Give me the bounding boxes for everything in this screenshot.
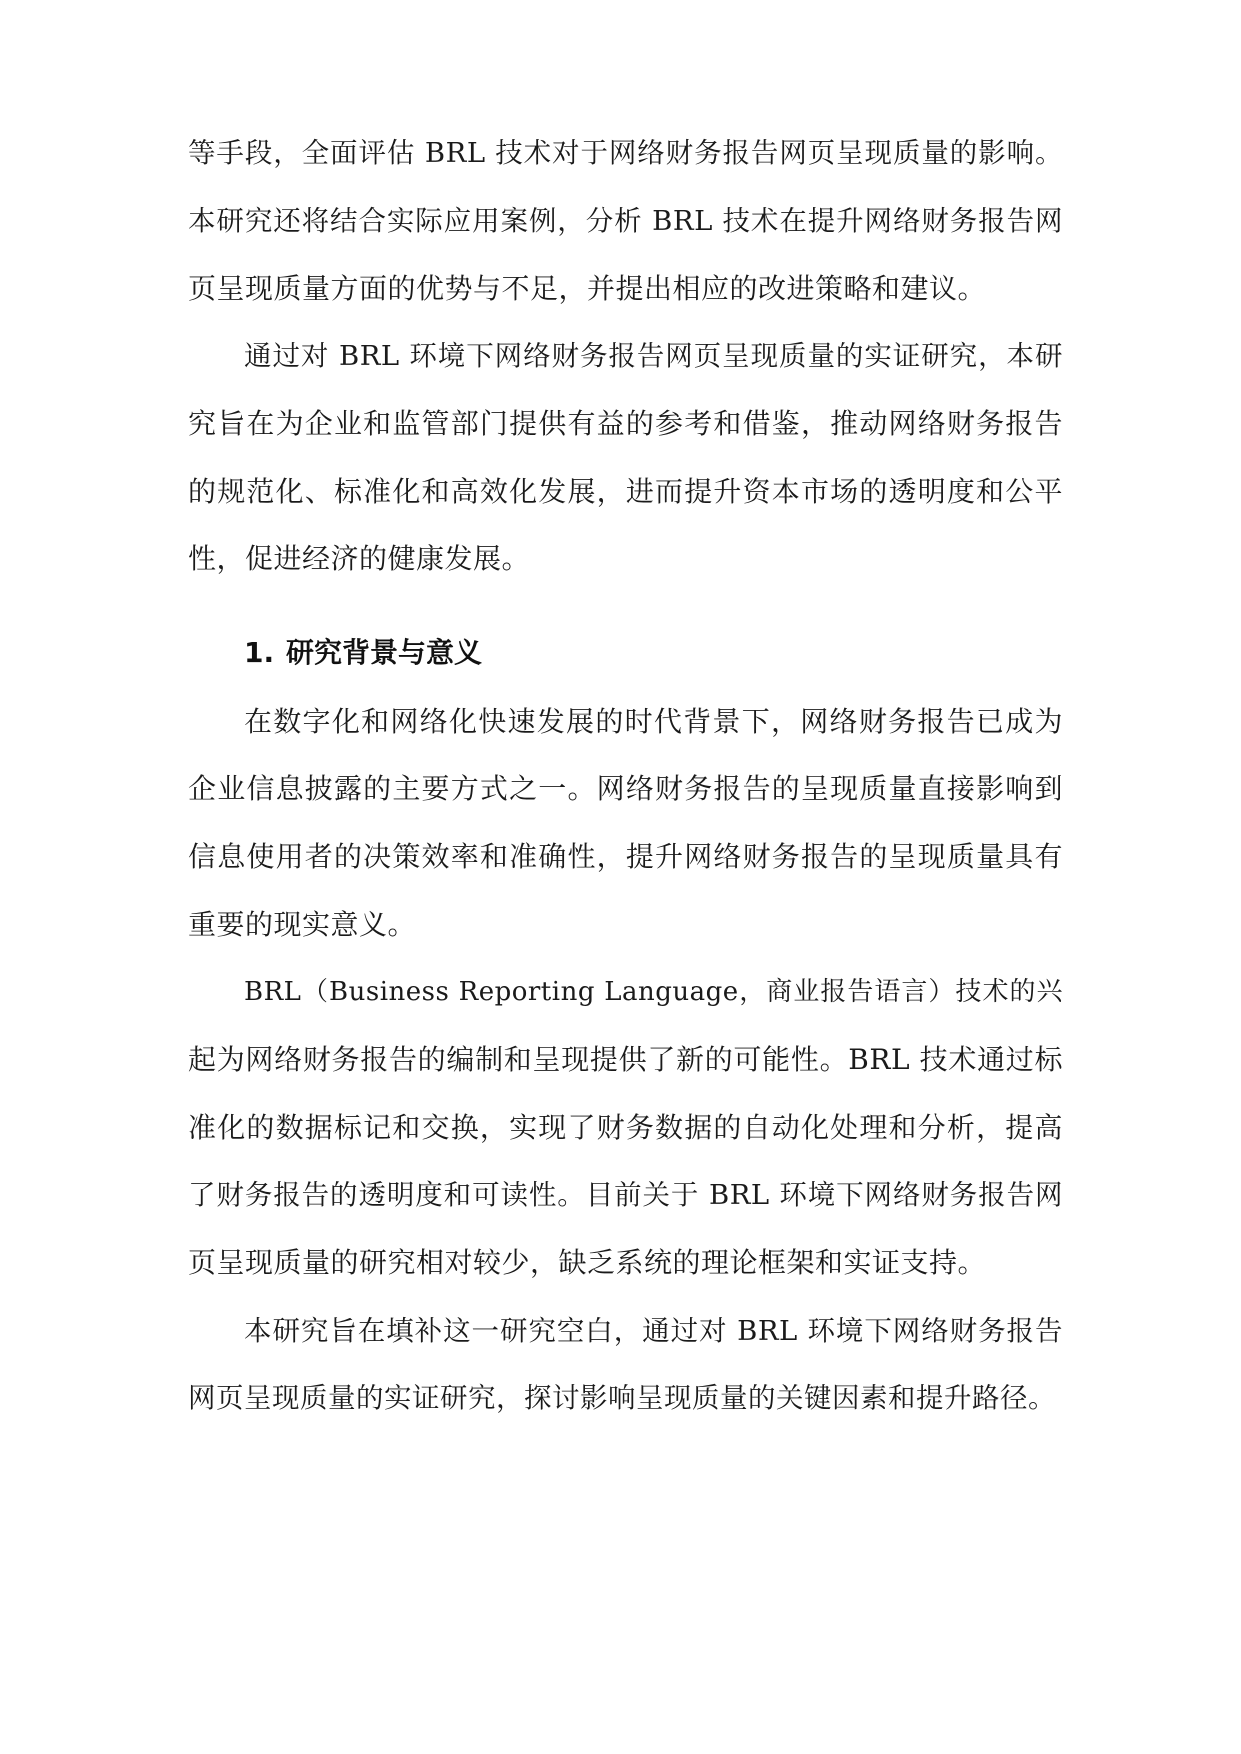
intro-p2-line-1: 通过对 BRL 环境下网络财务报告网页呈现质量的实证研究，本研 (244, 340, 1063, 372)
intro-p2-line-3: 的规范化、标准化和高效化发展，进而提升资本市场的透明度和公平 (188, 475, 1063, 508)
section-heading (244, 628, 1044, 678)
section-p2-line-2: 起为网络财务报告的编制和呈现提供了新的可能性。BRL 技术通过标 (188, 1043, 1063, 1076)
section-p3-line-1: 本研究旨在填补这一研究空白，通过对 BRL 环境下网络财务报告 (244, 1315, 1063, 1347)
section-p3-line-2: 网页呈现质量的实证研究，探讨影响呈现质量的关键因素和提升路径。 (188, 1382, 1056, 1414)
section-p2-line-5: 页呈现质量的研究相对较少，缺乏系统的理论框架和实证支持。 (188, 1246, 987, 1279)
section-title: 研究背景与意义 (286, 636, 483, 669)
section-p1-line-2: 企业信息披露的主要方式之一。网络财务报告的呈现质量直接影响到 (188, 772, 1063, 805)
intro-p1-line-2: 本研究还将结合实际应用案例，分析 BRL 技术在提升网络财务报告网 (188, 205, 1063, 237)
section-p1-line-3: 信息使用者的决策效率和准确性，提升网络财务报告的呈现质量具有 (188, 840, 1063, 873)
intro-p1-line-1: 等手段，全面评估 BRL 技术对于网络财务报告网页呈现质量的影响。 (188, 137, 1063, 169)
section-p1-line-1: 在数字化和网络化快速发展的时代背景下，网络财务报告已成为 (244, 705, 1063, 738)
intro-p2-line-4: 性，促进经济的健康发展。 (188, 542, 531, 575)
intro-p1-line-3: 页呈现质量方面的优势与不足，并提出相应的改进策略和建议。 (188, 272, 987, 305)
section-p2-line-3: 准化的数据标记和交换，实现了财务数据的自动化处理和分析，提高 (188, 1111, 1063, 1144)
section-number: 1. (244, 636, 275, 669)
section-p1-line-4: 重要的现实意义。 (188, 908, 417, 941)
section-p2-line-1: BRL（Business Reporting Language，商业报告语言）技术的兴 (244, 977, 1063, 1007)
intro-p2-line-2: 究旨在为企业和监管部门提供有益的参考和借鉴，推动网络财务报告 (188, 407, 1063, 440)
section-p2-line-4: 了财务报告的透明度和可读性。目前关于 BRL 环境下网络财务报告网 (188, 1179, 1063, 1211)
